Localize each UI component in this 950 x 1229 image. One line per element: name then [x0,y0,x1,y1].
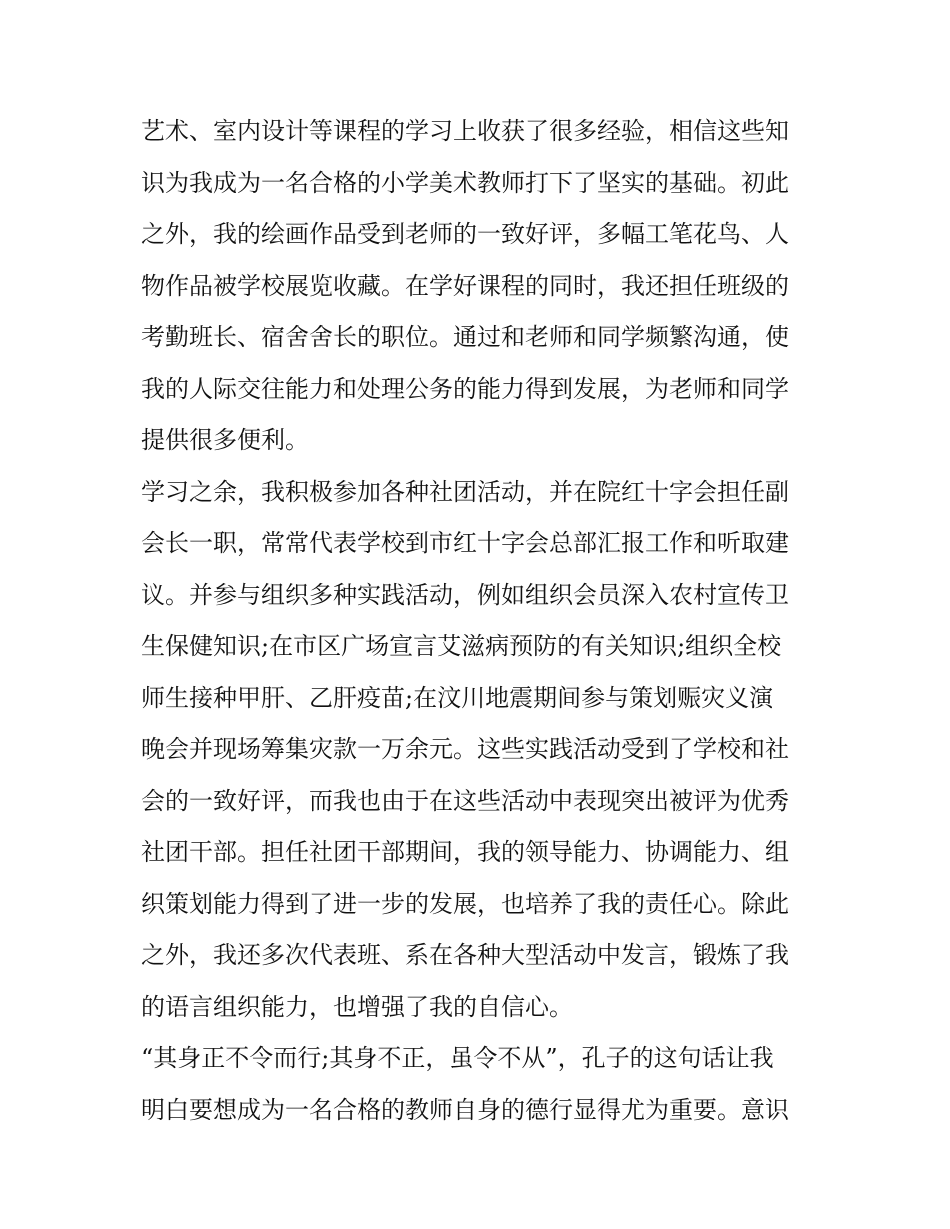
body-text [141,106,831,1136]
text-line: 学习之余，我积极参加各种社团活动，并在院红十字会担任副 [141,477,789,506]
text-line: 生保健知识;在市区广场宣言艾滋病预防的有关知识;组织全校 [141,632,782,660]
text-line: 织策划能力得到了进一步的发展，也培养了我的责任心。除此 [141,889,789,918]
text-line: 会长一职，常常代表学校到市红十字会总部汇报工作和听取建 [141,529,789,557]
text-line: 物作品被学校展览收藏。在学好课程的同时，我还担任班级的 [141,271,789,300]
text-line: 议。并参与组织多种实践活动，例如组织会员深入农村宣传卫 [141,580,789,609]
text-line: 会的一致好评，而我也由于在这些活动中表现突出被评为优秀 [141,786,789,815]
text-line: 师生接种甲肝、乙肝疫苗;在汶川地震期间参与策划赈灾义演 [141,683,774,712]
text-line: 明白要想成为一名合格的教师自身的德行显得尤为重要。意识 [141,1095,789,1124]
text-line: “其身正不令而行;其身不正，虽令不从”，孔子的这句话让我 [141,1044,774,1072]
text-line: 提供很多便利。 [141,426,309,454]
text-line: 之外，我的绘画作品受到老师的一致好评，多幅工笔花鸟、人 [141,220,789,248]
text-line: 考勤班长、宿舍舍长的职位。通过和老师和同学频繁沟通，使 [141,323,789,351]
text-line: 晚会并现场筹集灾款一万余元。这些实践活动受到了学校和社 [141,735,789,763]
text-line: 之外，我还多次代表班、系在各种大型活动中发言，锻炼了我 [141,941,789,969]
text-line: 我的人际交往能力和处理公务的能力得到发展，为老师和同学 [141,374,789,403]
text-line: 社团干部。担任社团干部期间，我的领导能力、协调能力、组 [141,838,789,866]
text-line: 艺术、室内设计等课程的学习上收获了很多经验，相信这些知 [141,117,789,145]
text-line: 识为我成为一名合格的小学美术教师打下了坚实的基础。初此 [141,168,789,197]
text-line: 的语言组织能力，也增强了我的自信心。 [141,992,573,1021]
